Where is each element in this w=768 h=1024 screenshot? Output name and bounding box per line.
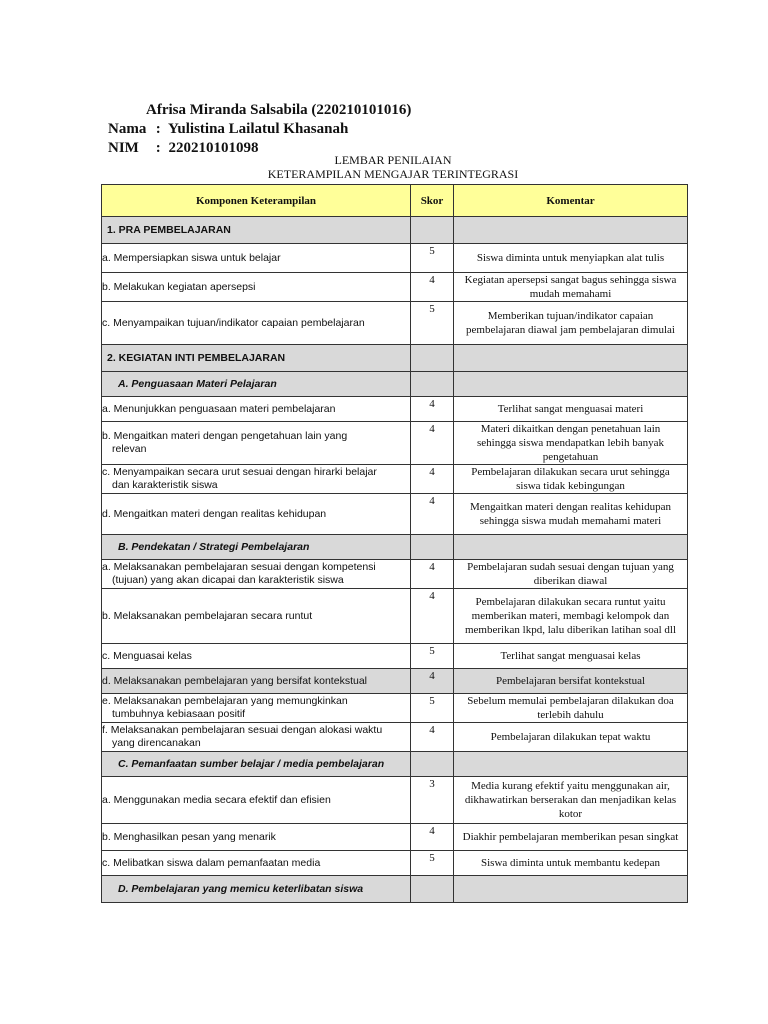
komponen-label-continued: dan karakteristik siswa bbox=[112, 479, 218, 491]
komentar-cell: Pembelajaran dilakukan secara urut sehingga siswa tidak kebingungan bbox=[454, 465, 688, 494]
komponen-cell bbox=[102, 494, 411, 535]
komponen-label: c. Melibatkan siswa dalam pemanfaatan media bbox=[102, 856, 321, 869]
column-header-komponen: Komponen Keterampilan bbox=[102, 185, 411, 217]
form-title-line2: KETERAMPILAN MENGAJAR TERINTEGRASI bbox=[267, 167, 519, 181]
skor-cell: 4 bbox=[411, 723, 454, 752]
komponen-cell bbox=[102, 302, 411, 345]
table-row bbox=[102, 824, 688, 851]
skor-cell: 4 bbox=[411, 422, 454, 465]
nama-label: Nama bbox=[108, 121, 147, 137]
table-row bbox=[102, 273, 688, 302]
table-row bbox=[102, 302, 688, 345]
subsection-label: C. Pemanfaatan sumber belajar / media pembelajaran bbox=[102, 752, 411, 777]
komponen-cell bbox=[102, 777, 411, 824]
komponen-label: b. Melakukan kegiatan apersepsi bbox=[102, 280, 256, 293]
table-row bbox=[102, 777, 688, 824]
skor-cell bbox=[411, 372, 454, 397]
student-name-line: Afrisa Miranda Salsabila (220210101016) bbox=[146, 102, 412, 118]
komponen-cell bbox=[102, 824, 411, 851]
skor-cell: 3 bbox=[411, 777, 454, 824]
column-header-komentar: Komentar bbox=[454, 185, 688, 217]
komentar-cell bbox=[454, 876, 688, 903]
skor-cell: 4 bbox=[411, 397, 454, 422]
subsection-label: B. Pendekatan / Strategi Pembelajaran bbox=[102, 535, 411, 560]
skor-cell: 4 bbox=[411, 273, 454, 302]
table-header-row bbox=[102, 185, 688, 217]
skor-cell: 5 bbox=[411, 302, 454, 345]
skor-cell: 4 bbox=[411, 589, 454, 644]
komponen-label-continued: yang direncanakan bbox=[112, 737, 201, 749]
nama-line bbox=[108, 120, 411, 139]
komponen-label: c. Menyampaikan tujuan/indikator capaian pembelajaran bbox=[102, 316, 365, 329]
komentar-cell: Pembelajaran dilakukan tepat waktu bbox=[454, 723, 688, 752]
skor-cell: 5 bbox=[411, 694, 454, 723]
komentar-cell bbox=[454, 535, 688, 560]
komponen-cell bbox=[102, 694, 411, 723]
skor-cell bbox=[411, 345, 454, 372]
komentar-cell bbox=[454, 345, 688, 372]
komponen-label: b. Menghasilkan pesan yang menarik bbox=[102, 830, 276, 843]
komentar-cell: Siswa diminta untuk membantu kedepan bbox=[454, 851, 688, 876]
komponen-label-continued: tumbuhnya kebiasaan positif bbox=[112, 708, 246, 720]
skor-cell: 4 bbox=[411, 824, 454, 851]
komponen-label: b. Mengaitkan materi dengan pengetahuan lain yang bbox=[102, 430, 348, 442]
table-row bbox=[102, 851, 688, 876]
komponen-label: b. Melaksanakan pembelajaran secara runtut bbox=[102, 609, 313, 622]
komponen-label: a. Melaksanakan pembelajaran sesuai dengan kompetensi bbox=[102, 561, 376, 573]
section-row bbox=[102, 345, 688, 372]
komentar-cell: Memberikan tujuan/indikator capaian pembelajaran diawal jam pembelajaran dimulai bbox=[454, 302, 688, 345]
skor-cell: 4 bbox=[411, 494, 454, 535]
subsection-row bbox=[102, 876, 688, 903]
komentar-cell: Terlihat sangat menguasai kelas bbox=[454, 644, 688, 669]
komponen-label: a. Menggunakan media secara efektif dan efisien bbox=[102, 793, 331, 806]
komentar-cell: Kegiatan apersepsi sangat bagus sehingga siswa mudah memahami bbox=[454, 273, 688, 302]
komponen-label: a. Mempersiapkan siswa untuk belajar bbox=[102, 251, 281, 264]
skor-cell bbox=[411, 217, 454, 244]
komponen-cell bbox=[102, 560, 411, 589]
komponen-label: c. Menyampaikan secara urut sesuai dengan hirarki belajar bbox=[102, 466, 377, 478]
skor-cell: 4 bbox=[411, 669, 454, 694]
komponen-label: e. Melaksanakan pembelajaran yang memungkinkan bbox=[102, 695, 348, 707]
komponen-cell bbox=[102, 669, 411, 694]
skor-cell: 5 bbox=[411, 851, 454, 876]
komentar-cell: Pembelajaran bersifat kontekstual bbox=[454, 669, 688, 694]
table-row bbox=[102, 723, 688, 752]
subsection-row bbox=[102, 535, 688, 560]
komponen-label: a. Menunjukkan penguasaan materi pembelajaran bbox=[102, 402, 336, 415]
nim-label: NIM bbox=[108, 140, 139, 156]
column-header-skor: Skor bbox=[411, 185, 454, 217]
section-row bbox=[102, 217, 688, 244]
skor-cell: 4 bbox=[411, 465, 454, 494]
form-title bbox=[100, 153, 686, 181]
table-row bbox=[102, 644, 688, 669]
komentar-cell: Siswa diminta untuk menyiapkan alat tulis bbox=[454, 244, 688, 273]
komponen-label-continued: (tujuan) yang akan dicapai dan karakteristik siswa bbox=[112, 574, 344, 586]
komentar-cell bbox=[454, 752, 688, 777]
komponen-label: d. Mengaitkan materi dengan realitas kehidupan bbox=[102, 507, 327, 520]
table-row bbox=[102, 465, 688, 494]
nim-separator: : bbox=[155, 140, 161, 156]
subsection-label: A. Penguasaan Materi Pelajaran bbox=[102, 372, 411, 397]
komponen-cell bbox=[102, 723, 411, 752]
komponen-cell bbox=[102, 644, 411, 669]
komentar-cell: Media kurang efektif yaitu menggunakan air, dikhawatirkan berserakan dan menjadikan kelas kotor bbox=[454, 777, 688, 824]
table-row bbox=[102, 244, 688, 273]
table-row bbox=[102, 494, 688, 535]
komponen-cell bbox=[102, 465, 411, 494]
student-header bbox=[108, 101, 411, 158]
skor-cell bbox=[411, 752, 454, 777]
table-body bbox=[102, 217, 688, 903]
komponen-label-continued: relevan bbox=[112, 443, 147, 455]
komentar-cell: Terlihat sangat menguasai materi bbox=[454, 397, 688, 422]
table-row bbox=[102, 560, 688, 589]
table-row bbox=[102, 669, 688, 694]
komponen-cell bbox=[102, 273, 411, 302]
nim-value: 220210101098 bbox=[168, 140, 259, 156]
komentar-cell: Pembelajaran sudah sesuai dengan tujuan yang diberikan diawal bbox=[454, 560, 688, 589]
form-title-line1: LEMBAR PENILAIAN bbox=[334, 153, 452, 167]
komponen-label: f. Melaksanakan pembelajaran sesuai dengan alokasi waktu bbox=[102, 724, 383, 736]
komponen-label: c. Menguasai kelas bbox=[102, 649, 192, 662]
skor-cell: 5 bbox=[411, 644, 454, 669]
table-row bbox=[102, 397, 688, 422]
komponen-cell bbox=[102, 244, 411, 273]
skor-cell: 4 bbox=[411, 560, 454, 589]
table-row bbox=[102, 589, 688, 644]
komentar-cell bbox=[454, 372, 688, 397]
komentar-cell: Diakhir pembelajaran memberikan pesan singkat bbox=[454, 824, 688, 851]
skor-cell bbox=[411, 535, 454, 560]
komentar-cell: Sebelum memulai pembelajaran dilakukan doa terlebih dahulu bbox=[454, 694, 688, 723]
section-label: 1. PRA PEMBELAJARAN bbox=[102, 217, 411, 244]
table-row bbox=[102, 422, 688, 465]
section-label: 2. KEGIATAN INTI PEMBELAJARAN bbox=[102, 345, 411, 372]
skor-cell bbox=[411, 876, 454, 903]
table-row bbox=[102, 694, 688, 723]
komponen-label: d. Melaksanakan pembelajaran yang bersifat kontekstual bbox=[102, 674, 367, 687]
komentar-cell: Pembelajaran dilakukan secara runtut yaitu memberikan materi, membagi kelompok dan memberikan lkpd, lalu diberikan latihan soal dll bbox=[454, 589, 688, 644]
subsection-row bbox=[102, 372, 688, 397]
komentar-cell: Mengaitkan materi dengan realitas kehidupan sehingga siswa mudah memahami materi bbox=[454, 494, 688, 535]
komponen-cell bbox=[102, 422, 411, 465]
subsection-row bbox=[102, 752, 688, 777]
assessment-table bbox=[101, 184, 688, 903]
nama-separator: : bbox=[155, 121, 161, 137]
nama-value: Yulistina Lailatul Khasanah bbox=[167, 121, 349, 137]
komentar-cell: Materi dikaitkan dengan penetahuan lain sehingga siswa mendapatkan lebih banyak pengetahuan bbox=[454, 422, 688, 465]
komponen-cell bbox=[102, 397, 411, 422]
komponen-cell bbox=[102, 851, 411, 876]
komentar-cell bbox=[454, 217, 688, 244]
subsection-label: D. Pembelajaran yang memicu keterlibatan siswa bbox=[102, 876, 411, 903]
komponen-cell bbox=[102, 589, 411, 644]
skor-cell: 5 bbox=[411, 244, 454, 273]
